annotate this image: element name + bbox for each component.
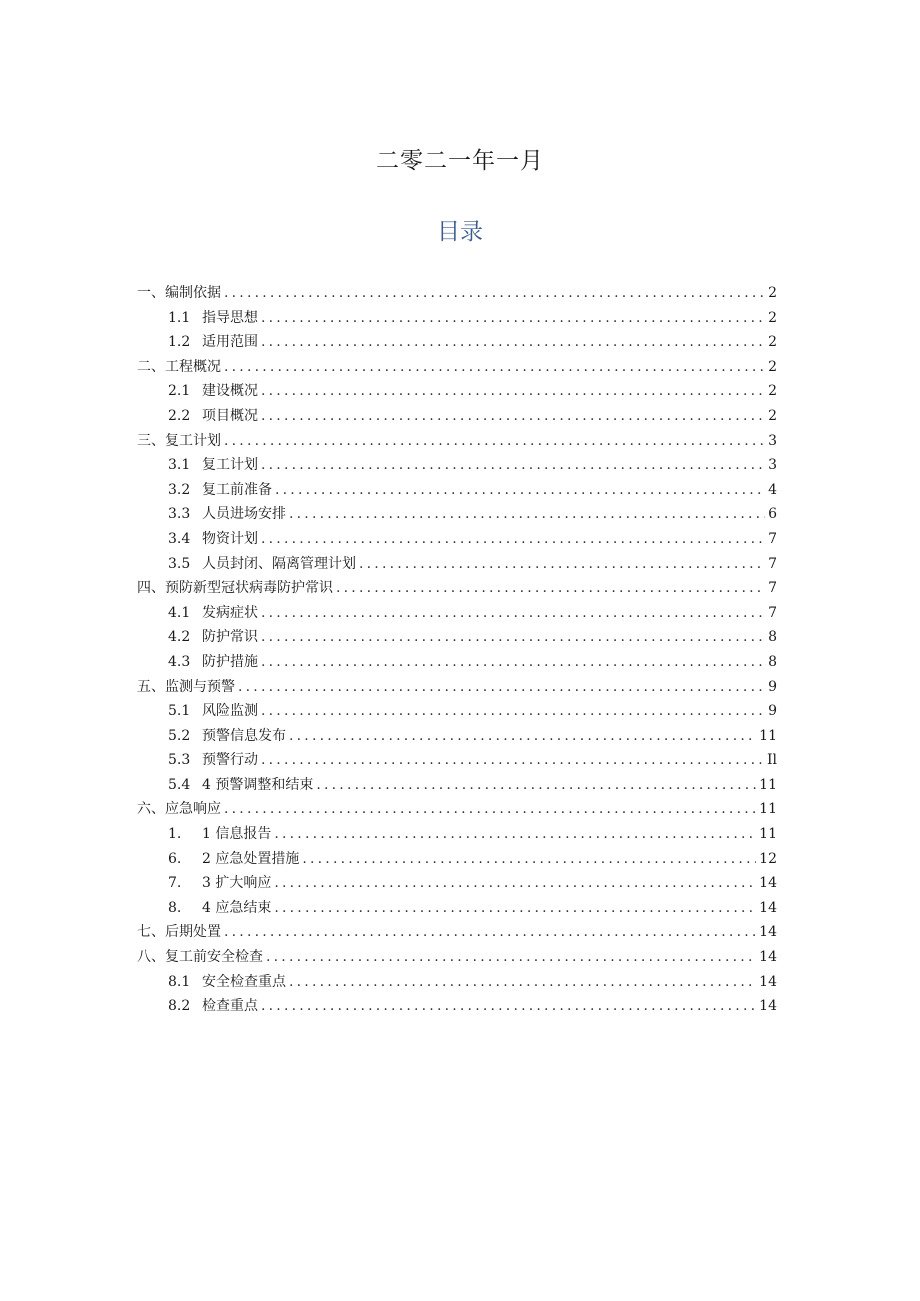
- toc-entry-page-number: 7: [768, 530, 777, 547]
- toc-dot-leader: [275, 478, 765, 503]
- toc-entry[interactable]: [137, 822, 777, 847]
- toc-entry-number: 2.1: [168, 383, 191, 400]
- toc-entry[interactable]: [137, 281, 777, 306]
- toc-dot-leader: [302, 847, 756, 872]
- toc-entry-label: 防护措施: [202, 653, 258, 670]
- toc-entry-page-number: 12: [759, 850, 777, 867]
- toc-entry-page-number: 6: [768, 506, 777, 523]
- toc-entry-page-number: 2: [768, 285, 777, 301]
- toc-dot-leader: [261, 306, 765, 331]
- toc-dot-leader: [261, 404, 765, 429]
- toc-entry-label: 三、复工计划: [137, 432, 221, 449]
- toc-entry-label: 五、监测与预警: [137, 678, 235, 695]
- toc-entry-number: 7.: [168, 875, 182, 892]
- toc-dot-leader: [261, 379, 765, 404]
- toc-entry-page-number: 14: [759, 875, 777, 892]
- toc-entry-page-number: 11: [759, 801, 777, 818]
- toc-entry-page-number: 4: [768, 481, 777, 498]
- toc-entry-number: 5.2: [168, 727, 191, 744]
- toc-entry-number: 3.5: [168, 555, 191, 572]
- toc-entry-label: 八、复工前安全检查: [137, 949, 263, 966]
- toc-entry-page-number: 7: [768, 555, 777, 572]
- toc-entry-label: 2 应急处置措施: [202, 850, 300, 867]
- toc-entry[interactable]: [137, 355, 777, 380]
- table-of-contents: [137, 281, 777, 1019]
- toc-entry-label: 复工前准备: [202, 481, 272, 498]
- toc-dot-leader: [261, 994, 756, 1019]
- toc-entry-page-number: 7: [768, 604, 777, 621]
- toc-entry-page-number: 11: [759, 826, 777, 843]
- toc-dot-leader: [261, 453, 765, 478]
- toc-entry[interactable]: [137, 379, 777, 404]
- toc-entry-page-number: Il: [766, 752, 777, 769]
- toc-entry[interactable]: [137, 920, 777, 945]
- date-line: 二零二一年一月: [376, 148, 544, 174]
- toc-entry[interactable]: [137, 478, 777, 503]
- toc-entry-number: 1.1: [168, 309, 191, 326]
- toc-dot-leader: [289, 724, 756, 749]
- toc-entry[interactable]: [137, 601, 777, 626]
- toc-dot-leader: [316, 773, 756, 798]
- toc-entry-page-number: 9: [768, 678, 777, 695]
- toc-dot-leader: [224, 797, 756, 822]
- toc-entry[interactable]: [137, 330, 777, 355]
- toc-entry[interactable]: [137, 306, 777, 331]
- toc-entry-label: 预警信息发布: [202, 727, 286, 744]
- toc-entry-page-number: 8: [768, 653, 777, 670]
- toc-entry-label: 4 预警调整和结束: [202, 776, 314, 793]
- toc-dot-leader: [261, 330, 765, 355]
- toc-entry-label: 4 应急结束: [202, 899, 272, 916]
- toc-entry[interactable]: [137, 650, 777, 675]
- toc-entry-label: 发病症状: [202, 604, 258, 621]
- toc-entry-number: 8.2: [168, 998, 191, 1015]
- toc-entry-page-number: 11: [759, 776, 777, 793]
- toc-entry[interactable]: [137, 970, 777, 995]
- toc-entry[interactable]: [137, 773, 777, 798]
- toc-entry-page-number: 2: [768, 309, 777, 326]
- toc-entry-label: 安全检查重点: [202, 973, 286, 990]
- toc-dot-leader: [224, 355, 765, 380]
- toc-entry-page-number: 14: [759, 924, 777, 941]
- toc-entry[interactable]: [137, 699, 777, 724]
- toc-dot-leader: [261, 650, 765, 675]
- toc-entry[interactable]: [137, 527, 777, 552]
- toc-dot-leader: [289, 970, 756, 995]
- toc-entry-label: 四、预防新型冠状病毒防护常识: [137, 580, 333, 597]
- toc-entry[interactable]: [137, 847, 777, 872]
- toc-entry-label: 复工计划: [202, 457, 258, 474]
- toc-entry[interactable]: [137, 576, 777, 601]
- toc-entry[interactable]: [137, 404, 777, 429]
- toc-dot-leader: [266, 945, 756, 970]
- toc-entry[interactable]: [137, 625, 777, 650]
- toc-entry-number: 1.: [168, 826, 182, 843]
- toc-entry-label: 检查重点: [202, 998, 258, 1015]
- toc-entry-number: 1.2: [168, 334, 191, 351]
- toc-entry[interactable]: [137, 945, 777, 970]
- toc-entry-number: 6.: [168, 850, 182, 867]
- toc-entry-page-number: 14: [759, 998, 777, 1015]
- toc-dot-leader: [224, 429, 765, 454]
- toc-entry-label: 指导思想: [202, 309, 258, 326]
- toc-entry[interactable]: [137, 453, 777, 478]
- toc-entry-number: 4.3: [168, 653, 191, 670]
- toc-entry-page-number: 8: [768, 629, 777, 646]
- toc-entry-label: 项目概况: [202, 407, 258, 424]
- toc-entry[interactable]: [137, 552, 777, 577]
- toc-entry[interactable]: [137, 748, 777, 773]
- toc-entry-number: 3.2: [168, 481, 191, 498]
- toc-entry-label: 六、应急响应: [137, 801, 221, 818]
- toc-dot-leader: [261, 527, 765, 552]
- toc-entry[interactable]: [137, 724, 777, 749]
- toc-entry-label: 适用范围: [202, 334, 258, 351]
- toc-entry-page-number: 14: [759, 973, 777, 990]
- toc-entry-number: 3.4: [168, 530, 191, 547]
- toc-entry-number: 4.1: [168, 604, 191, 621]
- toc-entry-page-number: 2: [768, 334, 777, 351]
- toc-dot-leader: [289, 502, 765, 527]
- toc-entry-page-number: 2: [768, 358, 777, 375]
- toc-dot-leader: [274, 871, 756, 896]
- toc-entry-label: 物资计划: [202, 530, 258, 547]
- toc-entry-label: 人员进场安排: [202, 506, 286, 523]
- toc-entry[interactable]: [137, 675, 777, 700]
- toc-entry-label: 人员封闭、隔离管理计划: [202, 555, 356, 572]
- toc-dot-leader: [261, 625, 765, 650]
- toc-title: 目录: [437, 219, 483, 245]
- toc-entry[interactable]: [137, 797, 777, 822]
- toc-entry-number: 5.4: [168, 776, 191, 793]
- toc-entry-label: 防护常识: [202, 629, 258, 646]
- toc-entry-page-number: 14: [759, 899, 777, 916]
- toc-entry-label: 1 信息报告: [202, 826, 272, 843]
- toc-entry-label: 二、工程概况: [137, 358, 221, 375]
- toc-dot-leader: [224, 281, 765, 306]
- toc-entry-number: 8.1: [168, 973, 191, 990]
- toc-entry-number: 2.2: [168, 407, 191, 424]
- toc-entry-page-number: 14: [759, 949, 777, 966]
- toc-entry-page-number: 2: [768, 383, 777, 400]
- toc-dot-leader: [238, 675, 765, 700]
- toc-entry-page-number: 2: [768, 407, 777, 424]
- toc-entry-page-number: 11: [759, 727, 777, 744]
- toc-dot-leader: [274, 822, 756, 847]
- toc-dot-leader: [336, 576, 765, 601]
- toc-entry-page-number: 7: [768, 580, 777, 597]
- toc-entry-number: 8.: [168, 899, 182, 916]
- toc-entry[interactable]: [137, 871, 777, 896]
- toc-entry[interactable]: [137, 429, 777, 454]
- toc-entry-number: 5.1: [168, 703, 191, 720]
- toc-entry-page-number: 3: [768, 457, 777, 474]
- toc-entry-number: 4.2: [168, 629, 191, 646]
- toc-dot-leader: [261, 748, 764, 773]
- toc-entry[interactable]: [137, 896, 777, 921]
- toc-entry-label: 预警行动: [202, 752, 258, 769]
- toc-dot-leader: [274, 896, 756, 921]
- toc-entry-label: 一、编制依据: [137, 285, 221, 301]
- toc-entry-number: 3.1: [168, 457, 191, 474]
- toc-dot-leader: [261, 601, 765, 626]
- toc-entry[interactable]: [137, 502, 777, 527]
- toc-entry-label: 风险监测: [202, 703, 258, 720]
- toc-entry-page-number: 9: [768, 703, 777, 720]
- toc-entry-page-number: 3: [768, 432, 777, 449]
- toc-entry-label: 3 扩大响应: [202, 875, 272, 892]
- toc-entry-label: 建设概况: [202, 383, 258, 400]
- toc-dot-leader: [359, 552, 765, 577]
- toc-entry[interactable]: [137, 994, 777, 1019]
- toc-entry-number: 5.3: [168, 752, 191, 769]
- toc-entry-label: 七、后期处置: [137, 924, 221, 941]
- toc-entry-number: 3.3: [168, 506, 191, 523]
- toc-dot-leader: [224, 920, 756, 945]
- toc-dot-leader: [261, 699, 765, 724]
